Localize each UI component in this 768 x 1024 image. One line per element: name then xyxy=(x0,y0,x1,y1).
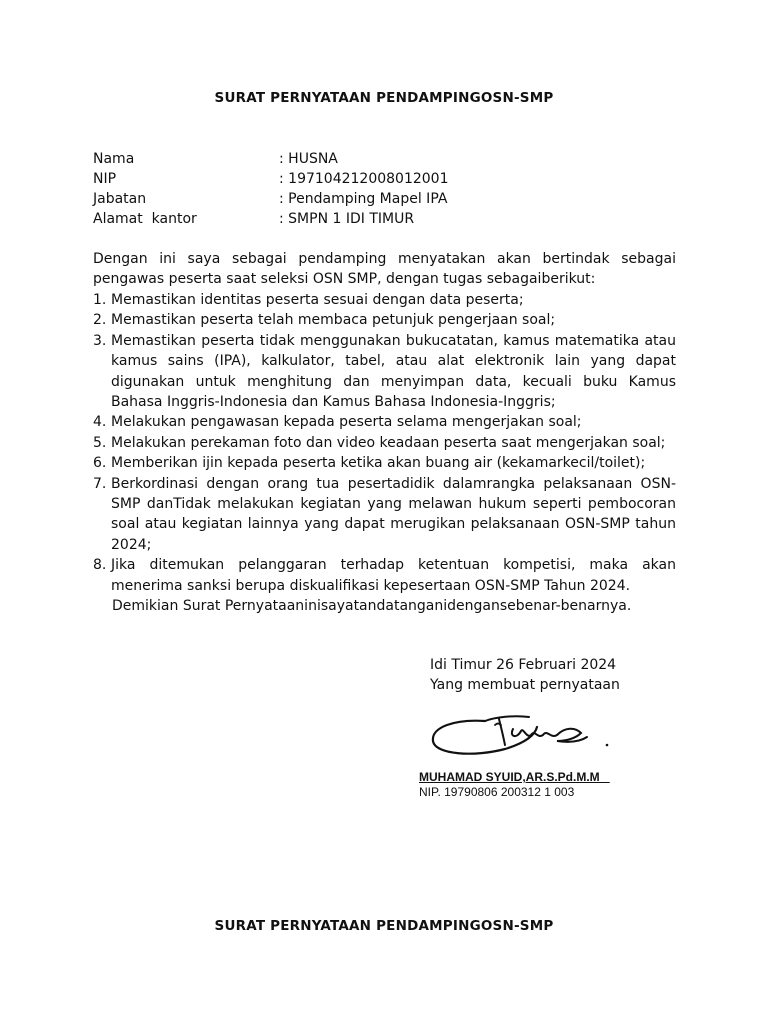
list-item xyxy=(93,474,676,556)
identity-row-nama xyxy=(93,149,449,169)
identity-label: Nama xyxy=(93,151,135,167)
list-number: 2. xyxy=(93,312,107,329)
list-item-text: Memastikan peserta telah membaca petunjuk pengerjaan soal; xyxy=(111,312,556,329)
identity-value: : 197104212008012001 xyxy=(279,171,449,187)
signature-block xyxy=(430,655,620,696)
signer-nip: NIP. 19790806 200312 1 003 xyxy=(419,785,575,799)
list-item xyxy=(93,310,676,330)
identity-value: : Pendamping Mapel IPA xyxy=(279,191,448,207)
identity-value: : SMPN 1 IDI TIMUR xyxy=(279,211,415,227)
identity-label: NIP xyxy=(93,171,117,187)
list-item-text: Melakukan perekaman foto dan video keadaan peserta saat mengerjakan soal; xyxy=(111,434,666,451)
list-item-text: Memastikan identitas peserta sesuai dengan data peserta; xyxy=(111,292,524,308)
list-item xyxy=(93,331,676,413)
signer-name: MUHAMAD SYUID,AR.S.Pd.M.M xyxy=(419,770,610,784)
list-item-text: Melakukan pengawasan kepada peserta selama mengerjakan soal; xyxy=(111,414,582,431)
task-list xyxy=(93,290,676,596)
list-item xyxy=(93,412,676,432)
intro-paragraph xyxy=(93,249,676,290)
intro-text: Dengan ini saya sebagai pendamping menyatakan akan bertindak sebagai pengawas peserta saat seleksi OSN SMP, dengan tugas sebagaiberikut: xyxy=(93,251,676,288)
identity-label: Alamat kantor xyxy=(93,211,197,227)
list-item xyxy=(93,433,676,453)
list-item xyxy=(93,453,676,473)
list-item-text: Memastikan peserta tidak menggunakan bukucatatan, kamus matematika atau kamus sains (IPA), kalkulator, tabel, atau alat elektronik lain yang dapat digunakan untuk menghitung dan menyimpan data, kecuali buku Kamus Bahasa Inggris-Indonesia dan Kamus Bahasa Indonesia-Inggris; xyxy=(111,332,676,411)
identity-row-nip xyxy=(93,169,449,189)
list-number: 1. xyxy=(93,292,107,308)
identity-table xyxy=(93,149,449,229)
list-item-text: Jika ditemukan pelanggaran terhadap ketentuan kompetisi, maka akan menerima sanksi berupa diskualifikasi kepesertaan OSN-SMP Tahun 2024. xyxy=(111,557,676,594)
list-item-text: Berkordinasi dengan orang tua pesertadidik dalamrangka pelaksanaan OSN-SMP danTidak melakukan kegiatan yang melawan hukum seperti pembocoran soal atau kegiatan lainnya yang dapat merugikan pelaksanaan OSN-SMP tahun 2024; xyxy=(111,475,676,553)
list-number: 8. xyxy=(93,557,107,574)
identity-value: : HUSNA xyxy=(279,151,338,167)
identity-row-jabatan xyxy=(93,189,449,209)
list-item xyxy=(93,555,676,596)
list-item-text: Memberikan ijin kepada peserta ketika akan buang air (kekamarkecil/toilet); xyxy=(111,455,646,472)
identity-label: Jabatan xyxy=(93,191,147,207)
list-number: 6. xyxy=(93,455,107,472)
handwritten-signature xyxy=(425,705,625,765)
list-item xyxy=(93,290,676,310)
place-date: Idi Timur 26 Februari 2024 xyxy=(430,657,617,673)
next-page-title: SURAT PERNYATAAN PENDAMPINGOSN-SMP xyxy=(214,918,554,934)
closing-statement: Demikian Surat Pernyataaninisayatandatanganidengansebenar-benarnya. xyxy=(112,598,632,614)
signer-caption: Yang membuat pernyataan xyxy=(430,677,620,694)
list-number: 7. xyxy=(93,475,107,492)
list-number: 4. xyxy=(93,414,107,431)
identity-row-alamat xyxy=(93,209,449,229)
list-number: 5. xyxy=(93,434,107,451)
list-number: 3. xyxy=(93,332,107,349)
document-title: SURAT PERNYATAAN PENDAMPINGOSN-SMP xyxy=(214,90,554,106)
